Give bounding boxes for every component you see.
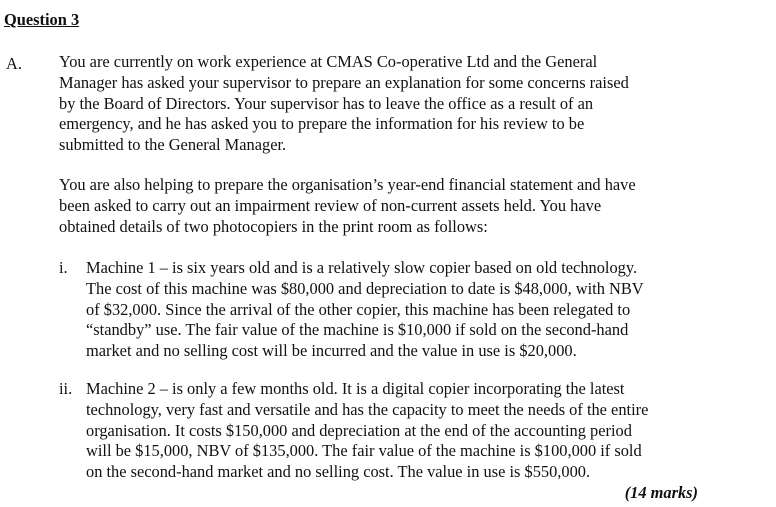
item-text-machine-2: Machine 2 – is only a few months old. It is a digital copier incorporating the latest technology, very fast and versatile and has the capacity to meet the needs of the entire organisation. It costs $150,000 and depreciation at the end of the accounting period will be $15,000, NBV of $135,000. The fair value of the machine is $100,000 if sold on the second-hand market and no selling cost. The value in use is $550,000. — [86, 379, 649, 482]
item-number-1: i. — [59, 258, 68, 277]
question-heading: Question 3 — [4, 10, 80, 29]
item-text-machine-1: Machine 1 – is six years old and is a relatively slow copier based on old technology. The cost of this machine was $80,000 and depreciation to date is $48,000, with NBV of $32,000. Since the arrival of the other copier, this machine has been relegated to “standby” use. The fair value of the machine is $10,000 if sold on the second-hand market and no selling cost will be incurred and the value in use is $20,000. — [86, 258, 644, 361]
impairment-paragraph: You are also helping to prepare the organisation’s year-end financial statement and have been asked to carry out an impairment review of non-current assets held. You have obtained details of two photocopiers in the print room as follows: — [59, 175, 636, 236]
intro-paragraph: You are currently on work experience at CMAS Co-operative Ltd and the General Manager has asked your supervisor to prepare an explanation for some concerns raised by the Board of Directors. Your supervisor has to leave the office as a result of an emergency, and he has asked you to prepare the information for his review to be submitted to the General Manager. — [59, 52, 629, 155]
marks-label: (14 marks) — [624, 483, 698, 502]
section-label: A. — [6, 54, 22, 73]
item-number-2: ii. — [59, 379, 73, 398]
